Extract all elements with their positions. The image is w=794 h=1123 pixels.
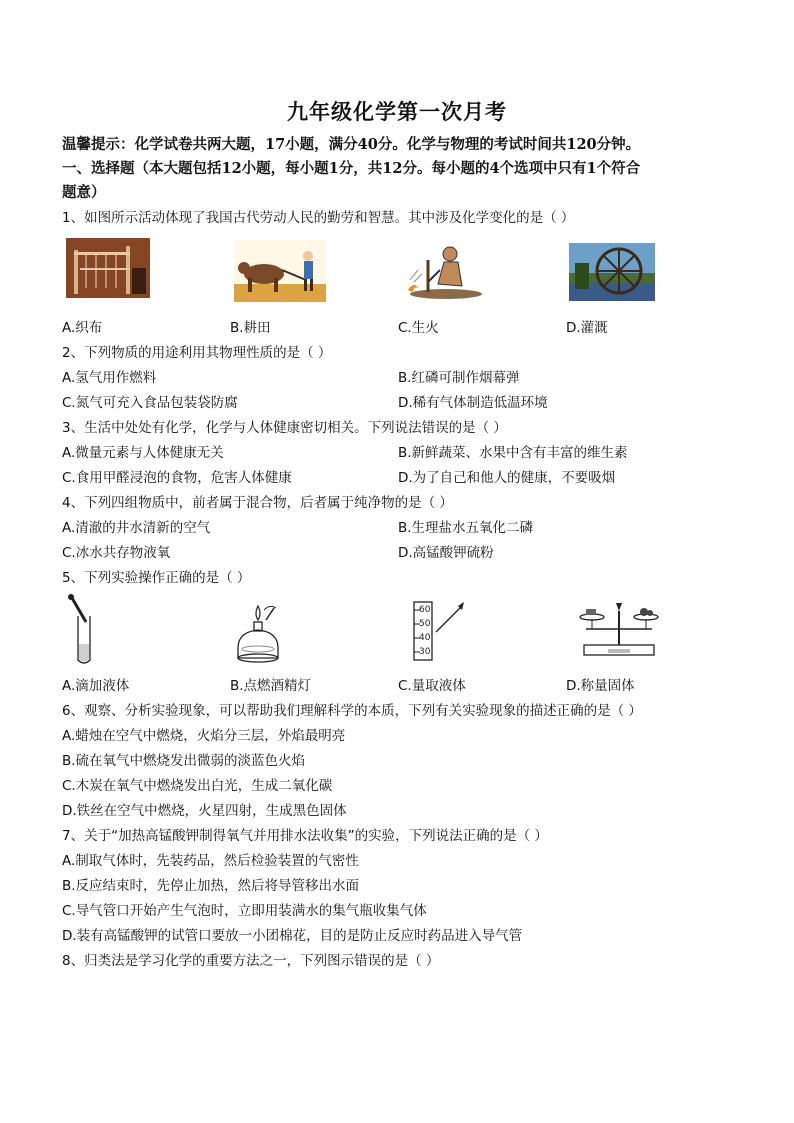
section-heading-line1: 一、选择题（本大题包括12小题，每小题1分，共12分。每小题的4个选项中只有1个符合	[62, 160, 641, 177]
q5-option-b: B.点燃酒精灯	[230, 678, 312, 694]
question-8-stem: 8、归类法是学习化学的重要方法之一，下列图示错误的是（ ）	[62, 953, 440, 969]
q2-option-a: A.氢气用作燃料	[62, 370, 157, 386]
question-4-stem: 4、下列四组物质中，前者属于混合物，后者属于纯净物的是（ ）	[62, 495, 453, 511]
q6-option-d: D.铁丝在空气中燃烧，火星四射，生成黑色固体	[62, 803, 347, 819]
cylinder-mark-30: 30	[419, 647, 431, 657]
q7-option-d: D.装有高锰酸钾的试管口要放一小团棉花，目的是防止反应时药品进入导气管	[62, 928, 523, 944]
irrigation-picture	[569, 243, 655, 301]
q2-option-d: D.稀有气体制造低温环境	[398, 395, 548, 411]
q1-option-d: D.灌溉	[566, 320, 608, 336]
q6-option-a: A.蜡烛在空气中燃烧，火焰分三层，外焰最明亮	[62, 728, 346, 744]
q5-option-a: A.滴加液体	[62, 678, 130, 694]
q2-option-b: B.红磷可制作烟幕弹	[398, 370, 520, 386]
question-6-stem: 6、观察、分析实验现象，可以帮助我们理解科学的本质，下列有关实验现象的描述正确的是（ ）	[62, 703, 642, 719]
q3-option-d: D.为了自己和他人的健康，不要吸烟	[398, 470, 616, 486]
plowing-picture	[234, 240, 326, 302]
exam-tip: 温馨提示：化学试卷共两大题，17小题，满分40分。化学与物理的考试时间共120分钟。	[62, 136, 641, 153]
cylinder-mark-60: 60	[419, 605, 431, 615]
q7-option-b: B.反应结束时，先停止加热，然后将导管移出水面	[62, 878, 360, 894]
q1-option-b: B.耕田	[230, 320, 271, 336]
q7-option-c: C.导气管口开始产生气泡时，立即用装满水的集气瓶收集气体	[62, 903, 427, 919]
q6-option-c: C.木炭在氧气中燃烧发出白光，生成二氧化碳	[62, 778, 333, 794]
q1-option-a: A.织布	[62, 320, 103, 336]
question-3-stem: 3、生活中处处有化学，化学与人体健康密切相关。下列说法错误的是（ ）	[62, 420, 507, 436]
section-heading	[62, 157, 742, 205]
question-1-stem: 1、如图所示活动体现了我国古代劳动人民的勤劳和智慧。其中涉及化学变化的是（ ）	[62, 210, 575, 226]
graduated-cylinder-picture	[408, 598, 478, 664]
q7-option-a: A.制取气体时，先装药品，然后检验装置的气密性	[62, 853, 359, 869]
fire-making-picture	[400, 240, 490, 302]
q2-option-c: C.氮气可充入食品包装袋防腐	[62, 395, 238, 411]
dropper-test-tube-picture	[66, 594, 106, 666]
section-heading-line2: 题意）	[62, 184, 106, 201]
q5-option-c: C.量取液体	[398, 678, 466, 694]
q6-option-b: B.硫在氧气中燃烧发出微弱的淡蓝色火焰	[62, 753, 306, 769]
balance-scale-picture	[574, 597, 664, 659]
q4-option-a: A.清澈的井水清新的空气	[62, 520, 211, 536]
q1-option-c: C.生火	[398, 320, 439, 336]
q4-option-d: D.高锰酸钾硫粉	[398, 545, 494, 561]
q3-option-a: A.微量元素与人体健康无关	[62, 445, 224, 461]
q3-option-b: B.新鲜蔬菜、水果中含有丰富的维生素	[398, 445, 628, 461]
question-5-stem: 5、下列实验操作正确的是（ ）	[62, 570, 251, 586]
page-title: 九年级化学第一次月考	[287, 99, 507, 124]
cylinder-mark-50: 50	[419, 619, 431, 629]
q5-option-d: D.称量固体	[566, 678, 635, 694]
q4-option-c: C.冰水共存物液氧	[62, 545, 171, 561]
q3-option-c: C.食用甲醛浸泡的食物，危害人体健康	[62, 470, 292, 486]
alcohol-lamp-picture	[230, 602, 286, 664]
q4-option-b: B.生理盐水五氧化二磷	[398, 520, 534, 536]
cylinder-mark-40: 40	[419, 633, 431, 643]
weaving-picture	[66, 238, 150, 298]
question-7-stem: 7、关于“加热高锰酸钾制得氧气并用排水法收集”的实验，下列说法正确的是（ ）	[62, 828, 548, 844]
question-2-stem: 2、下列物质的用途利用其物理性质的是（ ）	[62, 345, 332, 361]
